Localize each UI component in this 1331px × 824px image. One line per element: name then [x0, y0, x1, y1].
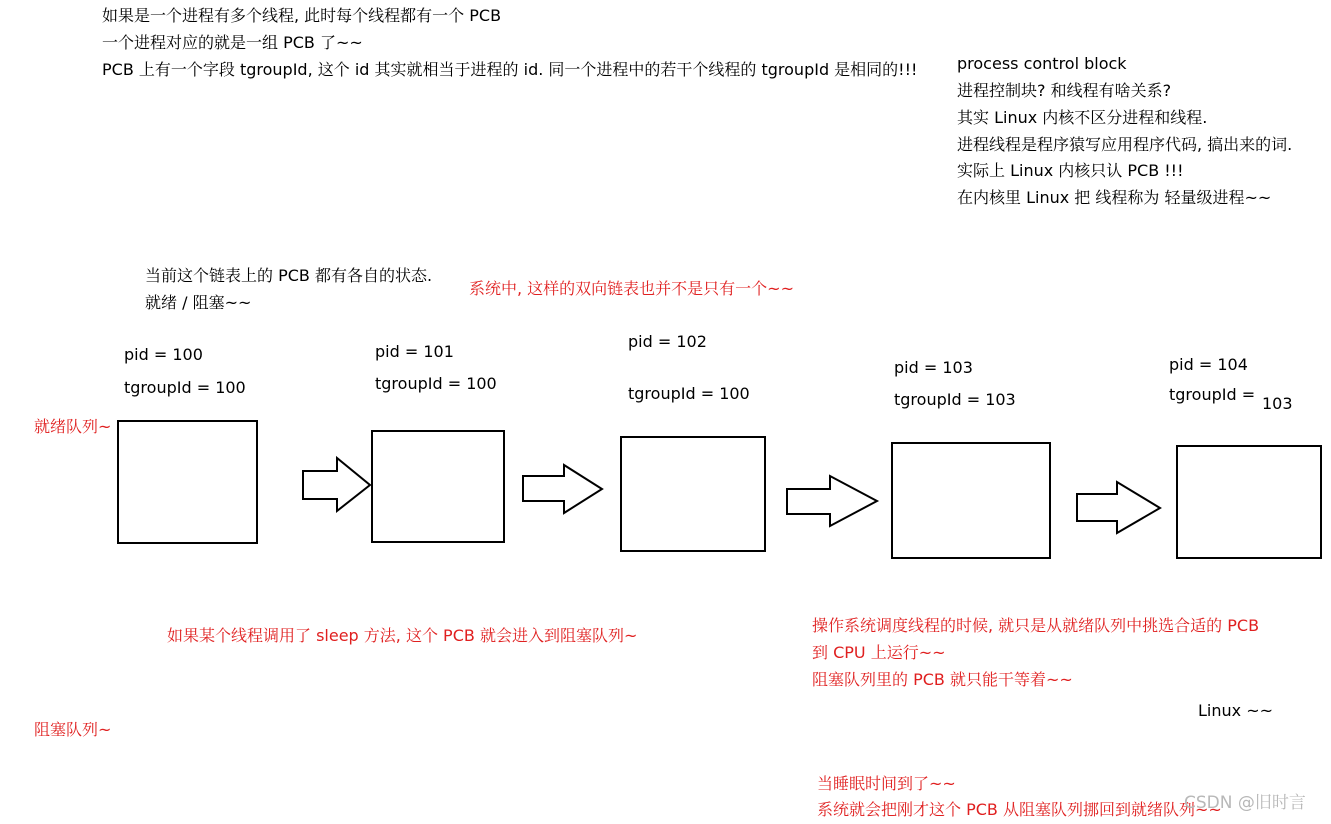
pcb-104-pid: pid = 104 — [1169, 355, 1248, 374]
arrow-right-icon — [1077, 482, 1160, 533]
note-blocked-wait: 阻塞队列里的 PCB 就只能干等着~~ — [812, 670, 1073, 689]
note-pcb-fullname: process control block — [957, 54, 1127, 73]
arrow-right-icon — [523, 465, 602, 513]
note-linux-kernel: 其实 Linux 内核不区分进程和线程. — [957, 108, 1208, 127]
blocked-queue-label: 阻塞队列~ — [34, 720, 112, 739]
note-multiple-lists: 系统中, 这样的双向链表也并不是只有一个~~ — [469, 279, 794, 298]
pcb-100-pid: pid = 100 — [124, 345, 203, 364]
arrow-right-icon — [787, 476, 877, 526]
note-ready-blocked: 就绪 / 阻塞~~ — [145, 293, 252, 312]
pcb-103-pid: pid = 103 — [894, 358, 973, 377]
note-process-pcb-group: 一个进程对应的就是一组 PCB 了~~ — [102, 33, 363, 52]
note-linux: Linux ~~ — [1198, 701, 1274, 720]
pcb-101-tgroupid: tgroupId = 100 — [375, 374, 497, 393]
pcb-104-tgroupid-value: 103 — [1262, 394, 1293, 413]
csdn-watermark: CSDN @旧时言 — [1184, 793, 1306, 813]
note-only-pcb: 实际上 Linux 内核只认 PCB !!! — [957, 161, 1184, 180]
note-run-on-cpu: 到 CPU 上运行~~ — [812, 643, 946, 662]
note-sleep-blocked: 如果某个线程调用了 sleep 方法, 这个 PCB 就会进入到阻塞队列~ — [167, 626, 638, 645]
note-terms-origin: 进程线程是程序猿写应用程序代码, 搞出来的词. — [957, 135, 1293, 154]
note-sleep-timeout: 当睡眠时间到了~~ — [817, 774, 956, 793]
note-lightweight-process: 在内核里 Linux 把 线程称为 轻量级进程~~ — [957, 188, 1272, 207]
pcb-104-tgroupid: tgroupId = — [1169, 385, 1256, 404]
arrow-right-icon — [303, 458, 370, 511]
pcb-102-tgroupid: tgroupId = 100 — [628, 384, 750, 403]
note-multithread-pcb: 如果是一个进程有多个线程, 此时每个线程都有一个 PCB — [102, 6, 502, 25]
note-tgroupid: PCB 上有一个字段 tgroupId, 这个 id 其实就相当于进程的 id. 同一个进程中的若干个线程的 tgroupId 是相同的!!! — [102, 60, 918, 79]
ready-queue-label: 就绪队列~ — [34, 417, 112, 436]
pcb-101-pid: pid = 101 — [375, 342, 454, 361]
note-pcb-states: 当前这个链表上的 PCB 都有各自的状态. — [145, 266, 433, 285]
pcb-100-tgroupid: tgroupId = 100 — [124, 378, 246, 397]
note-scheduler-pick: 操作系统调度线程的时候, 就只是从就绪队列中挑选合适的 PCB — [812, 616, 1260, 635]
pcb-102-pid: pid = 102 — [628, 332, 707, 351]
pcb-103-tgroupid: tgroupId = 103 — [894, 390, 1016, 409]
note-move-back-ready: 系统就会把刚才这个 PCB 从阻塞队列挪回到就绪队列~~ — [817, 800, 1222, 819]
note-pcb-question: 进程控制块? 和线程有啥关系? — [957, 81, 1172, 100]
